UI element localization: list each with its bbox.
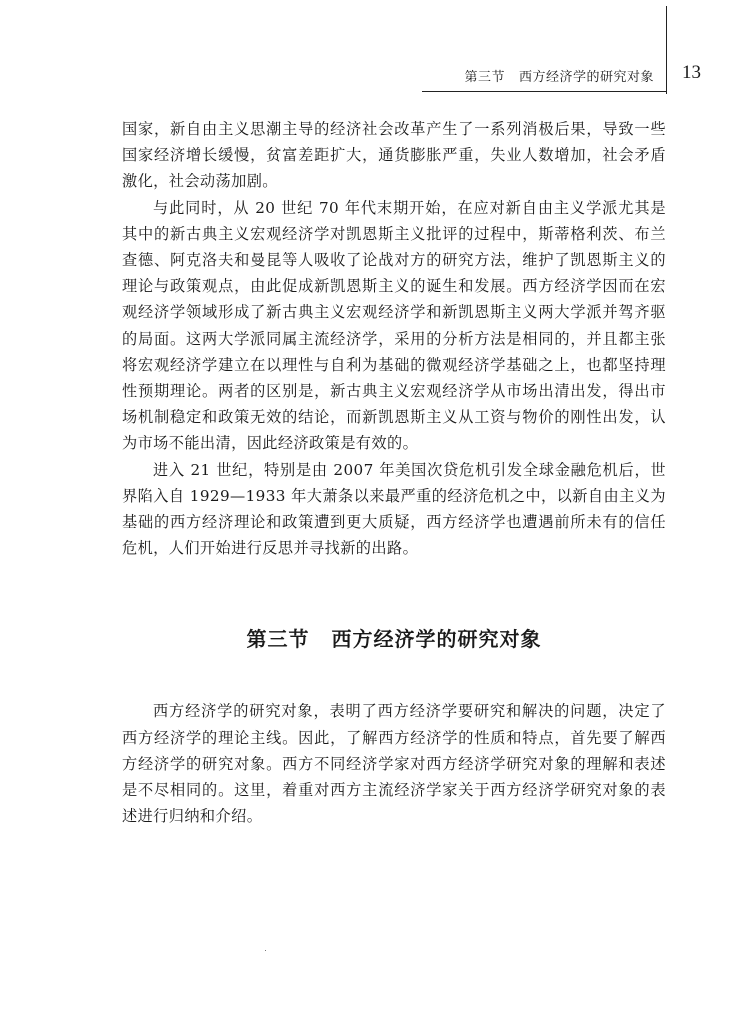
section-heading-title: 西方经济学的研究对象 xyxy=(331,627,542,652)
section-heading-number: 第三节 xyxy=(246,627,310,652)
page-number: 13 xyxy=(682,62,701,83)
section-heading xyxy=(122,623,666,652)
header-text xyxy=(464,66,654,85)
header-section-title: 西方经济学的研究对象 xyxy=(518,70,654,85)
header-vertical-rule xyxy=(666,6,667,94)
paragraph: 与此同时，从 20 世纪 70 年代末期开始，在应对新自由主义学派尤其是其中的新古典主义宏观经济学对凯恩斯主义批评的过程中，斯蒂格利茨、布兰查德、阿克洛夫和曼昆等人吸收了论战对方的研究方法，维护了凯恩斯主义的理论与政策观点，由此促成新凯恩斯主义的诞生和发展。西方经济学因而在宏观经济学领域形成了新古典主义宏观经济学和新凯恩斯主义两大学派并驾齐驱的局面。这两大学派同属主流经济学，采用的分析方法是相同的，并且都主张将宏观经济学建立在以理性与自利为基础的微观经济学基础之上，也都坚持理性预期理论。两者的区别是，新古典主义宏观经济学从市场出清出发，得出市场机制稳定和政策无效的结论，而新凯恩斯主义从工资与物价的刚性出发，认为市场不能出清，因此经济政策是有效的。 xyxy=(122,198,666,453)
paragraph: 国家，新自由主义思潮主导的经济社会改革产生了一系列消极后果，导致一些国家经济增长缓慢，贫富差距扩大，通货膨胀严重，失业人数增加，社会矛盾激化，社会动荡加剧。 xyxy=(122,120,666,191)
header-section-number: 第三节 xyxy=(464,70,505,85)
running-header xyxy=(0,0,746,100)
scan-speck xyxy=(265,950,266,951)
body-text xyxy=(122,116,666,829)
paragraph: 西方经济学的研究对象，表明了西方经济学要研究和解决的问题，决定了西方经济学的理论主线。因此，了解西方经济学的性质和特点，首先要了解西方经济学的研究对象。西方不同经济学家对西方经济学研究对象的理解和表述是不尽相同的。这里，着重对西方主流经济学家关于西方经济学研究对象的表述进行归纳和介绍。 xyxy=(122,702,666,826)
header-horizontal-rule xyxy=(422,91,667,92)
paragraph: 进入 21 世纪，特别是由 2007 年美国次贷危机引发全球金融危机后，世界陷入自 1929—1933 年大萧条以来最严重的经济危机之中，以新自由主义为基础的西方经济理论和政策遭到更大质疑，西方经济学也遭遇前所未有的信任危机，人们开始进行反思并寻找新的出路。 xyxy=(122,460,666,558)
